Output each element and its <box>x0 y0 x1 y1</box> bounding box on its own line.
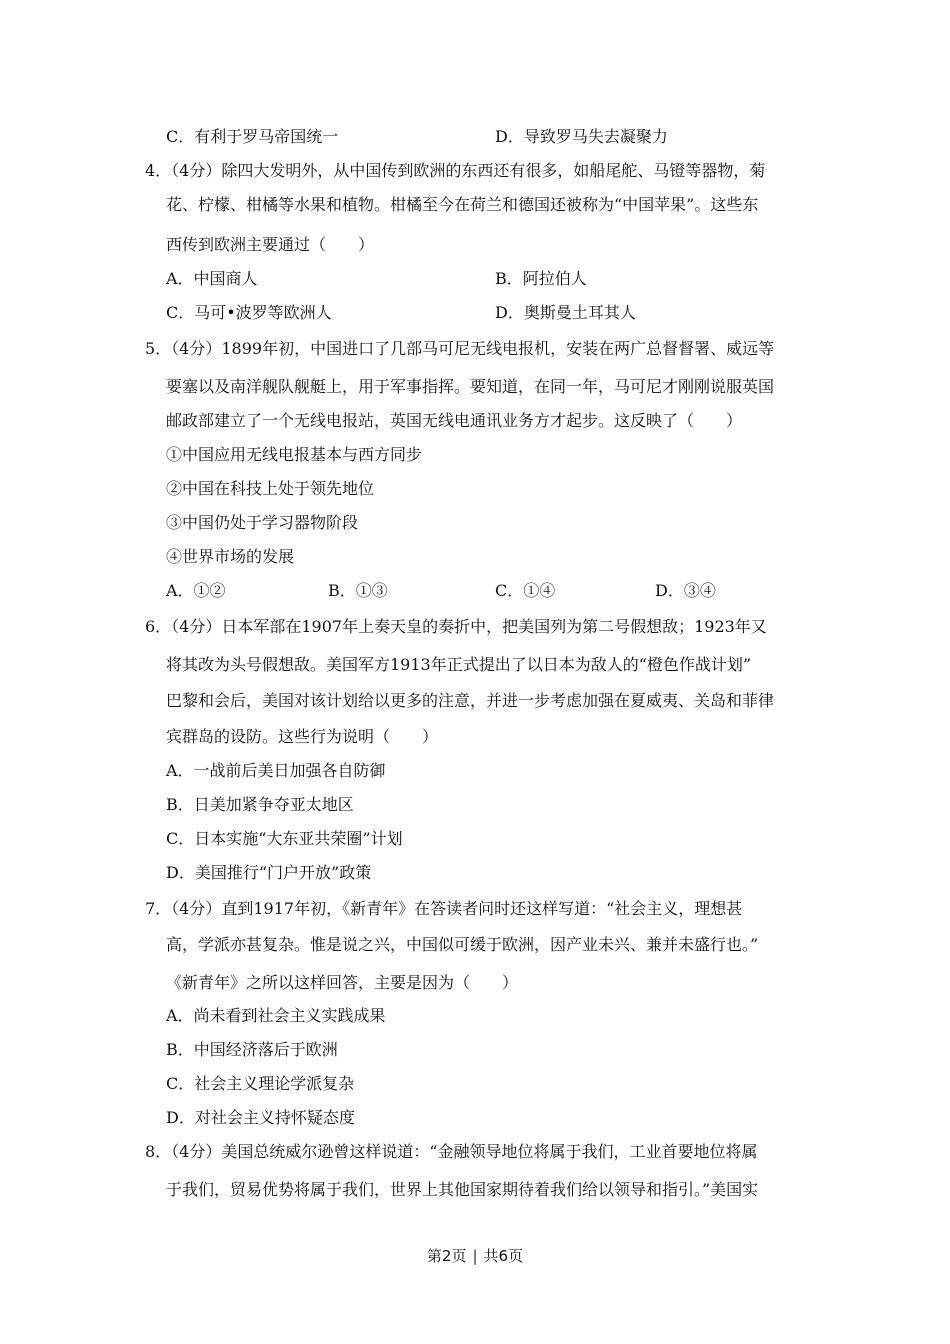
q4-stem-line-3: 西传到欧洲主要通过（ ） <box>166 235 375 254</box>
q4-option-a: A．中国商人 <box>166 269 258 288</box>
page-footer <box>0 1246 950 1266</box>
q4-option-c: C．马可•波罗等欧洲人 <box>166 303 332 322</box>
current-page-number: 第2页 <box>426 1247 467 1265</box>
q5-item-2: ②中国在科技上处于领先地位 <box>166 479 375 498</box>
q4-option-b: B．阿拉伯人 <box>495 269 587 288</box>
q6-option-b: B．日美加紧争夺亚太地区 <box>166 795 354 814</box>
q6-stem-line-2: 将其改为头号假想敌。美国军方1913年正式提出了以日本为敌人的“橙色作战计划” <box>166 655 752 674</box>
q6-stem-line-4: 宾群岛的设防。这些行为说明（ ） <box>166 727 439 746</box>
q3-option-c: C．有利于罗马帝国统一 <box>166 127 339 146</box>
q7-stem-line-3: 《新青年》之所以这样回答，主要是因为（ ） <box>166 973 519 992</box>
total-page-count: 共6页 <box>483 1247 524 1265</box>
q6-stem-line-1: 6．（4分）日本军部在1907年上奏天皇的奏折中，把美国列为第二号假想敌；1923年又 <box>145 617 767 636</box>
footer-separator: | <box>472 1247 478 1265</box>
q7-stem-line-2: 高，学派亦甚复杂。惟是说之兴，中国似可缓于欧洲，因产业未兴、兼并未盛行也。” <box>166 935 759 954</box>
q4-stem-line-2: 花、柠檬、柑橘等水果和植物。柑橘至今在荷兰和德国还被称为“中国苹果”。这些东 <box>166 195 759 214</box>
q8-stem-line-1: 8．（4分）美国总统威尔逊曾这样说道：“金融领导地位将属于我们，工业首要地位将属 <box>145 1142 758 1161</box>
q7-stem-line-1: 7．（4分）直到1917年初，《新青年》在答读者问时还这样写道：“社会主义，理想甚 <box>145 899 743 918</box>
q5-option-a: A．①② <box>166 581 226 600</box>
q7-option-d: D．对社会主义持怀疑态度 <box>166 1108 355 1127</box>
q6-option-d: D．美国推行“门户开放”政策 <box>166 863 372 882</box>
q5-option-b: B．①③ <box>328 581 388 600</box>
q5-item-3: ③中国仍处于学习器物阶段 <box>166 513 359 532</box>
q3-option-d: D．导致罗马失去凝聚力 <box>495 127 668 146</box>
q5-option-d: D．③④ <box>655 581 716 600</box>
q5-item-1: ①中国应用无线电报基本与西方同步 <box>166 445 423 464</box>
q6-option-a: A．一战前后美日加强各自防御 <box>166 761 386 780</box>
q8-stem-line-2: 于我们，贸易优势将属于我们，世界上其他国家期待着我们给以领导和指引。”美国实 <box>166 1180 759 1199</box>
q5-stem-line-2: 要塞以及南洋舰队舰艇上，用于军事指挥。要知道，在同一年，马可尼才刚刚说服英国 <box>166 377 775 396</box>
q4-stem-line-1: 4．（4分）除四大发明外，从中国传到欧洲的东西还有很多，如船尾舵、马镫等器物，菊 <box>145 161 766 180</box>
q5-stem-line-3: 邮政部建立了一个无线电报站，英国无线电通讯业务方才起步。这反映了（ ） <box>166 411 743 430</box>
q5-item-4: ④世界市场的发展 <box>166 547 295 566</box>
q4-option-d: D．奥斯曼土耳其人 <box>495 303 636 322</box>
q6-option-c: C．日本实施“大东亚共荣圈”计划 <box>166 829 403 848</box>
q5-option-c: C．①④ <box>495 581 556 600</box>
q7-option-c: C．社会主义理论学派复杂 <box>166 1074 355 1093</box>
q6-stem-line-3: 巴黎和会后，美国对该计划给以更多的注意，并进一步考虑加强在夏威夷、关岛和菲律 <box>166 691 775 710</box>
q7-option-b: B．中国经济落后于欧洲 <box>166 1040 338 1059</box>
q5-stem-line-1: 5．（4分）1899年初，中国进口了几部马可尼无线电报机，安装在两广总督督署、威远等 <box>145 339 775 358</box>
q7-option-a: A．尚未看到社会主义实践成果 <box>166 1006 386 1025</box>
